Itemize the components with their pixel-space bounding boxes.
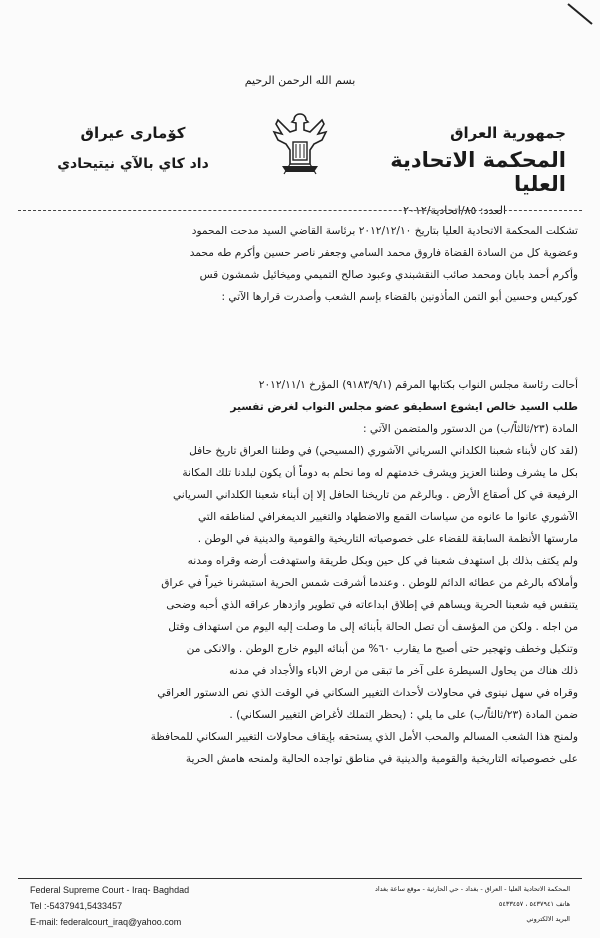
text-line: تشكلت المحكمة الاتحادية العليا بتاريخ ٢٠١٢/١٢/١٠ برئاسة القاضي السيد مدحت المحمود [191,225,578,237]
text-line: وقراه في سهل نينوى في محاولات لأحداث التغيير السكاني في الوقت الذي نص الدستور العراقي [157,687,578,699]
republic-title-ku: كوٚمارى عيراق [80,124,186,142]
text-line: كوركيس وحسين أبو التمن المأذونين بالقضاء بإسم الشعب وأصدرت قرارها الآتي : [221,291,578,303]
footer-email-en: E-mail: federalcourt_iraq@yahoo.com [30,917,182,927]
text-line: الآشوري عانوا ما عانوه من سياسات القمع والاضطهاد والتغيير الديمغرافي لمناطقه التي [197,511,578,523]
text-line: ذلك هناك من يحاول السيطرة على آخر ما تبقى من ارض الاباء والأجداد في مدنه [229,665,578,677]
footer-tel-en: Tel :-5437941,5433457 [30,901,123,911]
text-line: (لقد كان لأبناء شعبنا الكلداني السرياني الآشوري (المسيحي) في وطننا العراق تاريخ حافل [189,445,578,457]
text-line: ولمنح هذا الشعب المسالم والمحب الأمل الذي يستحقه بإيقاف محاولات التغيير السكاني للمحافظة [150,731,578,743]
basmala: بسم الله الرحمن الرحيم [244,74,356,87]
iraq-eagle-emblem-icon [272,108,328,178]
footer-email-ar: البريد الالكتروني [526,915,570,923]
footer-tel-ar: هاتف ٥٤٣٧٩٤١ ، ٥٤٣٣٤٥٧ [498,900,570,908]
text-line: بكل ما يشرف وطننا العزيز ويشرف خدمتهم له وما نحلم به دوماً أن يكون لبلدنا تلك المكانة [182,467,578,479]
text-line: ضمن المادة (٢٣/ثالثاً/ب) على ما يلي : (يحظر التملك لأغراض التغيير السكاني) . [229,709,578,721]
header-divider [18,210,582,211]
text-line: وتنكيل وخطف وتهجير حتى أصبح ما يقارب ٦٠% من أبنائه اليوم خارج الوطن . والانكى من [186,643,578,655]
corner-mark-icon [564,2,594,26]
text-line: ولم يكتف بذلك بل استهدف شعبنا في كل حين وبكل طريقة واستهدفت أرضه وقراه ومدنه [187,555,578,567]
court-title-ku: داد كاي بالآي نيتيحادي [57,156,209,172]
text-line: من اجله . ولكن من المؤسف أن تصل الحالة بأبنائه إلى ما وصلت إليه اليوم من استهداف وقتل [168,621,578,633]
court-title-ar: المحكمة الاتحادية العليا [390,148,566,196]
header-kurdish-block [48,124,218,172]
footer-arabic [330,882,570,927]
footer-divider [18,878,582,879]
footer-court-en: Federal Supreme Court - Iraq- Baghdad [30,885,190,895]
text-line: وأملاكه بالرغم من عطائه الدائم للوطن . وعندما أشرقت شمس الحرية استبشرنا خيراً في عراق [161,577,578,589]
paragraph-court-formation [22,220,578,308]
paragraph-request [22,374,578,770]
text-line: المادة (٢٣/ثالثاً/ب) من الدستور والمتضمن الآتي : [362,423,578,435]
text-line: يتنفس فيه شعبنا الحرية ويساهم في إطلاق ابداعاته في تطوير وازدهار عراقه الذي أحبه وضحى [166,599,578,611]
footer-address-ar: المحكمة الاتحادية العليا - العراق - بغداد - حي الحارثية - موقع ساعة بغداد [375,885,570,893]
republic-title-ar: جمهورية العراق [450,124,566,142]
text-line: مارستها الأنظمة السابقة للقضاء على خصوصياته التاريخية والقومية والدينية في الوطن . [197,533,578,545]
text-line: على خصوصياته التاريخية والقومية والدينية في مناطق تواجده الحالية ولمنحه هامش الحرية [185,753,578,765]
text-line: طلب السيد خالص ايشوع اسطيفو عضو مجلس النواب لغرض تفسير [230,401,578,413]
case-number: العدد: ٨٥/اتحادية/٢٠١٢ [403,204,506,217]
footer-english [30,882,189,930]
text-line: أحالت رئاسة مجلس النواب بكتابها المرقم (٩١٨٣/٩/١) المؤرخ ٢٠١٢/١١/١ [258,379,578,391]
text-line: وأكرم أحمد بابان ومحمد صائب النقشبندي وعبود صالح التميمي وميخائيل شمشون قس [199,269,578,281]
text-line: وعضوية كل من السادة القضاة فاروق محمد السامي وجعفر ناصر حسين وأكرم طه محمد [189,247,578,259]
text-line: الرفيعة في كل أصقاع الأرض . وبالرغم من تاريخنا الحافل إلا إن أبناء شعبنا الكلداني السرياني [172,489,578,501]
header-arabic-block [346,124,566,217]
